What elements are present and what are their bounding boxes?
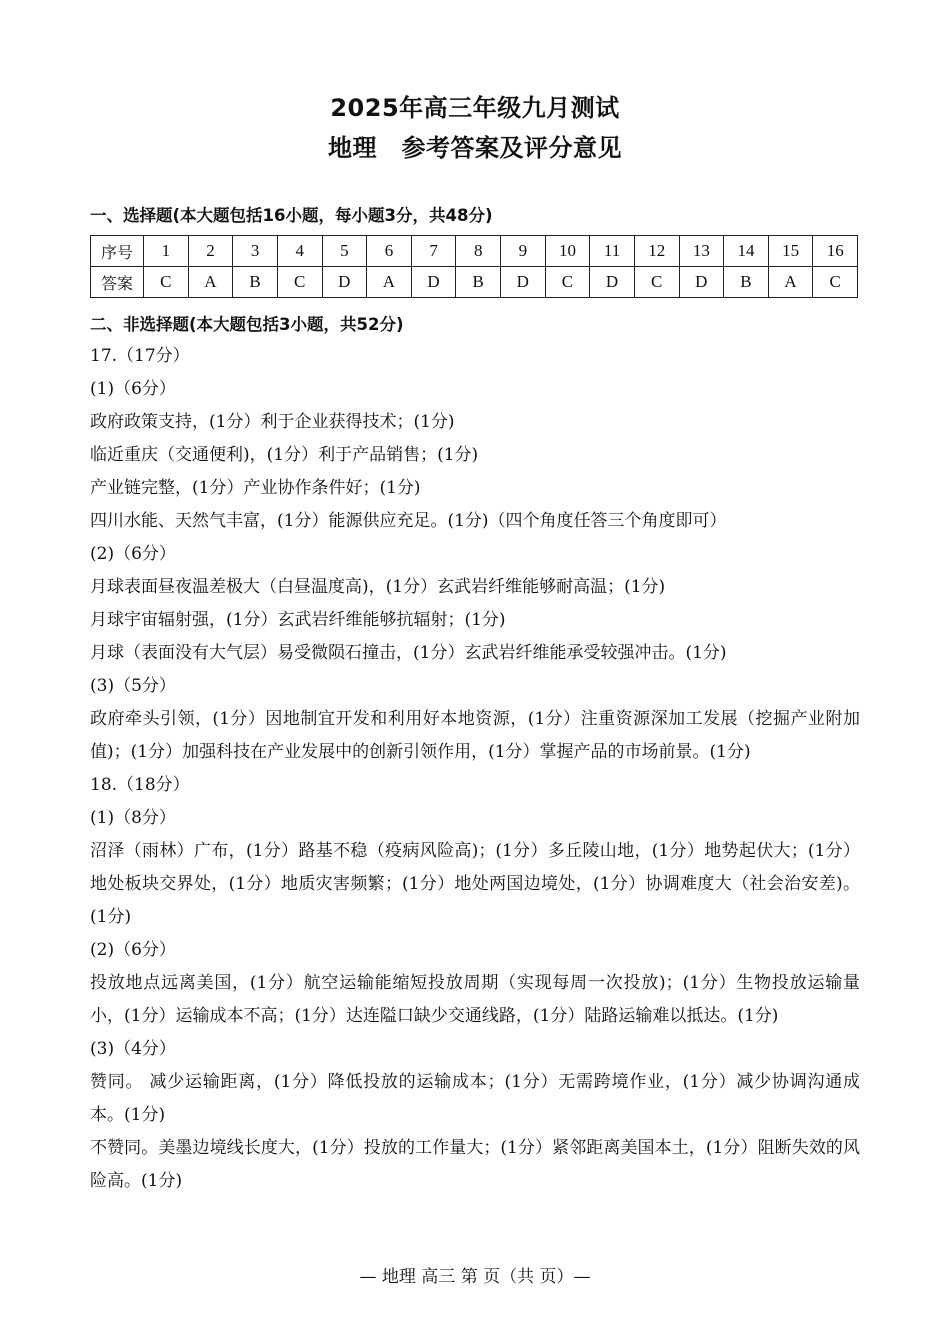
- answer-line: 临近重庆（交通便利)，(1分）利于产品销售；(1分): [90, 445, 479, 465]
- answer-cell: C: [813, 267, 858, 298]
- question-heading: 17.（17分）: [90, 346, 190, 366]
- answer-line: 四川水能、天然气丰富，(1分）能源供应充足。(1分)（四个角度任答三个角度即可）: [90, 511, 727, 531]
- answer-paragraph: 政府牵头引领，(1分）因地制宜开发和利用好本地资源，(1分）注重资源深加工发展（挖掘产业附加值)；(1分）加强科技在产业发展中的创新引领作用，(1分）掌握产品的市场前景。(1分): [90, 709, 860, 762]
- answer-cell: D: [679, 267, 724, 298]
- answer-line: 月球（表面没有大气层）易受微陨石撞击，(1分）玄武岩纤维能承受较强冲击。(1分): [90, 643, 727, 663]
- number-row-label: 序号: [91, 236, 144, 267]
- answer-cell: D: [590, 267, 635, 298]
- answer-line: 产业链完整，(1分）产业协作条件好；(1分): [90, 478, 421, 498]
- subquestion-heading: (2)（6分）: [90, 940, 176, 960]
- answer-line: 政府政策支持，(1分）利于企业获得技术；(1分): [90, 412, 455, 432]
- subquestion-heading: (1)（8分）: [90, 808, 176, 828]
- answer-cell: A: [188, 267, 233, 298]
- answer-body: [90, 340, 860, 1198]
- answer-cell: B: [456, 267, 501, 298]
- section1-heading: 一、选择题(本大题包括16小题，每小题3分，共48分): [90, 206, 493, 225]
- subquestion-heading: (1)（6分）: [90, 379, 176, 399]
- answer-cell: D: [322, 267, 367, 298]
- answer-paragraph: 不赞同。美墨边境线长度大，(1分）投放的工作量大；(1分）紧邻距离美国本土，(1分）阻断失效的风险高。(1分): [90, 1138, 860, 1191]
- question-number: 1: [144, 236, 189, 267]
- answer-cell: A: [367, 267, 412, 298]
- question-number: 6: [367, 236, 412, 267]
- answer-line: 月球表面昼夜温差极大（白昼温度高)，(1分）玄武岩纤维能够耐高温；(1分): [90, 577, 666, 597]
- answer-cell: D: [501, 267, 546, 298]
- answer-paragraph: 赞同。 减少运输距离，(1分）降低投放的运输成本；(1分）无需跨境作业，(1分）减少协调沟通成本。(1分): [90, 1072, 860, 1125]
- answer-paragraph: 沼泽（雨林）广布，(1分）路基不稳（疫病风险高)；(1分）多丘陵山地，(1分）地势起伏大；(1分）地处板块交界处，(1分）地质灾害频繁；(1分）地处两国边境处，(1分）协调难度大（社会治安差)。(1分): [90, 841, 860, 927]
- page-footer: — 地理 高三 第 页（共 页）—: [359, 1267, 591, 1287]
- subquestion-heading: (3)（5分）: [90, 676, 176, 696]
- answer-cell: C: [277, 267, 322, 298]
- subquestion-heading: (3)（4分）: [90, 1039, 176, 1059]
- question-number: 13: [679, 236, 724, 267]
- question-number: 4: [277, 236, 322, 267]
- question-number: 11: [590, 236, 635, 267]
- question-number: 7: [411, 236, 456, 267]
- question-number: 15: [768, 236, 813, 267]
- answer-cell: C: [634, 267, 679, 298]
- answer-row: [91, 267, 858, 298]
- question-number: 3: [233, 236, 278, 267]
- question-number: 5: [322, 236, 367, 267]
- answer-paragraph: 投放地点远离美国，(1分）航空运输能缩短投放周期（实现每周一次投放)；(1分）生物投放运输量小，(1分）运输成本不高；(1分）达连隘口缺少交通线路，(1分）陆路运输难以抵达。(1分): [90, 973, 860, 1026]
- question-number: 12: [634, 236, 679, 267]
- number-row: [91, 236, 858, 267]
- exam-title: 2025年高三年级九月测试: [330, 94, 620, 122]
- answer-cell: C: [545, 267, 590, 298]
- answer-cell: C: [144, 267, 189, 298]
- question-heading: 18.（18分）: [90, 775, 190, 795]
- answer-cell: B: [724, 267, 769, 298]
- section2-heading: 二、非选择题(本大题包括3小题，共52分): [90, 315, 404, 334]
- answer-cell: D: [411, 267, 456, 298]
- question-number: 9: [501, 236, 546, 267]
- question-number: 16: [813, 236, 858, 267]
- answer-table: [90, 235, 858, 298]
- answer-cell: B: [233, 267, 278, 298]
- question-number: 10: [545, 236, 590, 267]
- question-number: 8: [456, 236, 501, 267]
- subquestion-heading: (2)（6分）: [90, 544, 176, 564]
- question-number: 2: [188, 236, 233, 267]
- answer-line: 月球宇宙辐射强，(1分）玄武岩纤维能够抗辐射；(1分): [90, 610, 506, 630]
- exam-subtitle: 地理 参考答案及评分意见: [328, 134, 622, 162]
- question-number: 14: [724, 236, 769, 267]
- answer-row-label: 答案: [91, 267, 144, 298]
- answer-cell: A: [768, 267, 813, 298]
